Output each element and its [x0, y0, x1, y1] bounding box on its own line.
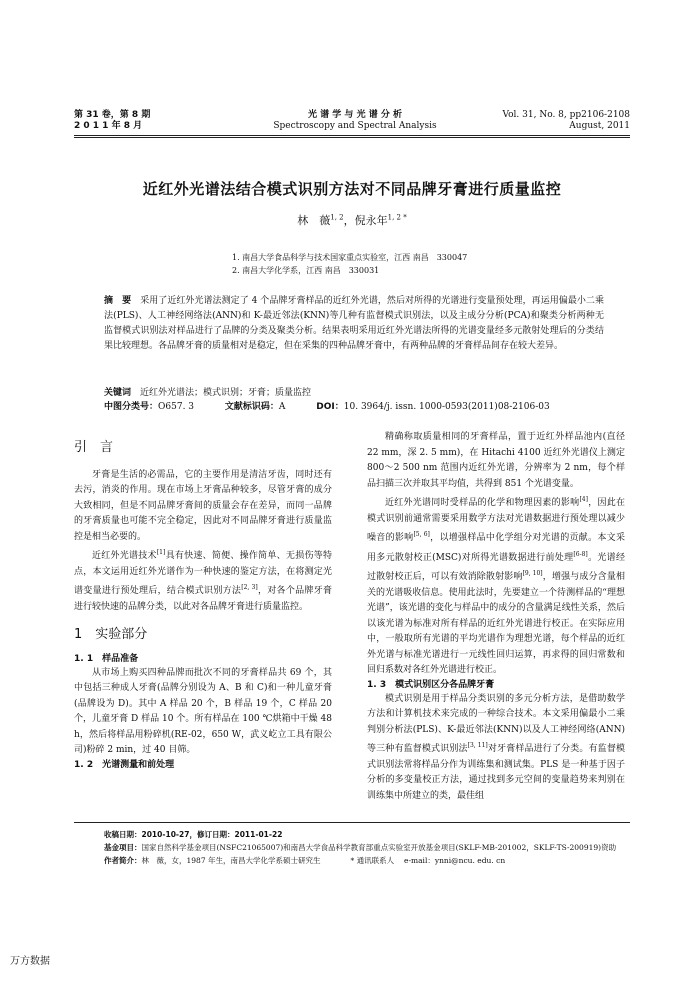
subsection-heading: 1. 3 模式识别区分各品牌牙膏: [367, 679, 495, 690]
paragraph: [367, 492, 625, 679]
text-run: ，对各个品牌牙膏进行较快速的品牌分类，以此对各品牌牙膏进行质量监控。: [74, 586, 332, 612]
affiliations: [232, 251, 467, 277]
clc-label: 中图分类号：: [104, 402, 159, 412]
journal-name-cn: 光 谱 学 与 光 谱 分 析: [308, 110, 402, 120]
abstract: [104, 294, 604, 354]
doi-label: DOI：: [316, 402, 344, 412]
paragraph: [367, 692, 625, 805]
intro-heading: 引 言: [74, 440, 114, 455]
funding-text: 国家自然科学基金项目(NSFC21065007)和南昌大学食品科学教育部重点实验室开放基金项目(SKLF-MB-201002，SKLF-TS-200919)资助: [141, 843, 617, 852]
subsection-heading: 1. 2 光谱测量和前处理: [74, 759, 175, 770]
author-bio-text: 林 薇，女，1987 年生，南昌大学化学系硕士研究生: [141, 856, 321, 865]
text-run: 近红外光谱同时受样品的化学和物理因素的影响: [385, 498, 580, 508]
text-run: 模式识别是用于样品分类识别的多元分析方法，是借助数学方法和计算机技术来完成的一种综合技术。本文采用偏最小二乘判别分析法(PLS)、K-最近邻法(KNN)以及人工神经网络(ANN)等三种有监督模式识别法: [367, 693, 625, 754]
funding-label: 基金项目：: [104, 843, 142, 852]
author-separator: ，: [343, 214, 355, 227]
text-run: ，增强与成分含量相关的光谱吸收信息。使用此法时，先要建立一个待测样品的“理想光谱”，该光谱的变化与样品中的成分的含量满足线性关系，然后以该光谱为标准对所有样品的近红外光谱进行校正。在实际应用中，一般取所有光谱的平均光谱作为理想光谱，每个样品的近红外光谱与标准光谱进行一元线性回归运算，再求得的回归常数和回归系数对各红外光谱进行校正。: [367, 572, 625, 675]
doi-value: 10. 3964/j. issn. 1000-0593(2011)08-2106-03: [343, 402, 550, 412]
citation-ref: [1]: [156, 549, 166, 556]
author-name: 倪永年: [354, 214, 388, 227]
journal-name: [260, 110, 450, 132]
volume-pages: Vol. 31, No. 8, pp2106-2108: [502, 110, 630, 120]
text-run: ，因此在模式识别前通常需要采用数学方法对光谱数据进行预处理以减少噪音的影响: [367, 498, 625, 543]
citation-ref: [3, 11]: [467, 742, 488, 749]
citation-ref: [2, 3]: [241, 584, 258, 591]
paragraph: [74, 545, 332, 615]
author-bio: [104, 854, 634, 867]
clc-value: O657. 3: [158, 402, 195, 412]
doc-code-label: 文献标识码：: [224, 402, 279, 412]
paragraph: 从市场上购买四种品牌而批次不同的牙膏样品共 69 个，其中包括三种成人牙膏(品牌分别设为 A、B 和 C)和一种儿童牙膏(品牌设为 D)。其中 A 样品 20 个，B 样品 19 个，C 样品 20 个，儿童牙膏 D 样品 10 个。所有样品在 100 ℃烘箱中干燥 48 h，然后将样品用粉碎机(RE-02，650 W，武义屹立工具有限公司)粉碎 2 min，过 40 目筛。: [74, 667, 332, 755]
author-bio-label: 作者简介：: [104, 856, 142, 865]
affiliation: 1. 南昌大学食品科学与技术国家重点实验室，江西 南昌 330047: [232, 253, 468, 262]
keywords-block: [104, 386, 604, 414]
received-date: 收稿日期：2010-10-27，修订日期：2011-01-22: [104, 830, 283, 839]
section-heading: 1 实验部分: [74, 627, 148, 642]
text-run: 。光谱经过散射校正后，可以有效消除散射影响: [367, 552, 625, 582]
wanfang-watermark: 万方数据: [10, 956, 50, 967]
publication-date: August, 2011: [569, 121, 630, 131]
header-rule: [74, 135, 630, 136]
footnotes: [104, 828, 634, 867]
author-line: [74, 212, 630, 228]
contact-note: * 通讯联系人 e-mail：ynni@ncu. edu. cn: [350, 856, 506, 865]
keywords-text: 近红外光谱法；模式识别；牙膏；质量监控: [140, 388, 312, 398]
citation-ref: [6-8]: [573, 550, 588, 558]
text-run: 对牙膏样品进行了分类。有监督模式识别法常将样品分作为训练集和测试集。PLS 是一种基于因子分析的多变量校正方法，通过找到多元空间的变量趋势来判别在训练集中所建立的类，最佳组: [367, 744, 625, 801]
text-run: ，以增强样品中化学组分对光谱的贡献。本文采用多元散射校正(MSC)对所得光谱数据进行前处理: [367, 533, 625, 563]
abstract-text: 采用了近红外光谱法测定了 4 个品牌牙膏样品的近红外光谱，然后对所得的光谱进行变量预处理，再运用偏最小二乘法(PLS)、人工神经网络法(ANN)和 K-最近邻法(KNN)等几种有监督模式识别法，以及主成分分析(PCA)和聚类分析两种无监督模式识别法对样品进行了品牌的分类及聚类分析。结果表明采用近红外光谱法所得的光谱变量经多元散射处理后的分类结果比较理想。各品牌牙膏的质量相对是稳定，但在采集的四种品牌牙膏中，有两种品牌的牙膏样品间存在较大差异。: [104, 296, 604, 351]
abstract-label: 摘 要: [104, 296, 132, 306]
footnote-rule: [74, 822, 630, 823]
left-column: [74, 440, 332, 772]
volume-issue: 第 31 卷，第 8 期: [74, 110, 151, 120]
journal-name-en: Spectroscopy and Spectral Analysis: [273, 121, 437, 131]
header-rule-2: [74, 137, 630, 138]
text-run: 近红外光谱技术: [92, 551, 157, 561]
journal-citation: [502, 110, 630, 132]
doc-code-value: A: [278, 402, 286, 412]
citation-ref: [9, 10]: [522, 570, 543, 577]
keywords-label: 关键词: [104, 388, 132, 398]
text-run: 具有快速、简便、操作简单、无损伤等特点，本文运用近红外光谱作为一种快速的鉴定方法，在将测定光谱变量进行预处理后，结合模式识别方法: [74, 551, 332, 596]
funding-note: [104, 841, 634, 854]
journal-volume: [74, 110, 150, 132]
year-month: 2 0 1 1 年 8 月: [74, 121, 143, 131]
author-name: 林 薇: [297, 214, 331, 227]
right-column: [367, 430, 625, 804]
paper-title: 近红外光谱法结合模式识别方法对不同品牌牙膏进行质量监控: [142, 180, 562, 198]
paragraph: 牙膏是生活的必需品，它的主要作用是清洁牙齿，同时还有去污，消炎的作用。现在市场上牙膏品种较多，尽管牙膏的成分大致相同，但是不同品牌牙膏间的质量会存在差异，而同一品牌的牙膏质量也可能不完全稳定，因此对不同品牌牙膏进行质量监控是相当必要的。: [74, 469, 332, 542]
affiliation: 2. 南昌大学化学系，江西 南昌 330031: [232, 266, 380, 275]
citation-ref: [4]: [579, 496, 588, 503]
subsection-heading: 1. 1 样品准备: [74, 653, 139, 664]
author-affil-ref: 1, 2 *: [387, 213, 407, 222]
citation-ref: [5, 6]: [413, 531, 430, 538]
author-affil-ref: 1, 2: [330, 213, 344, 222]
paragraph: 精确称取质量相同的牙膏样品，置于近红外样品池内(直径 22 mm，深 2. 5 mm)，在 Hitachi 4100 近红外光谱仪上测定 800～2 500 nm 范围内近红外光谱，分辨率为 2 nm，每个样品扫描三次并取其平均值，共得到 851 个光谱变量。: [367, 432, 625, 489]
